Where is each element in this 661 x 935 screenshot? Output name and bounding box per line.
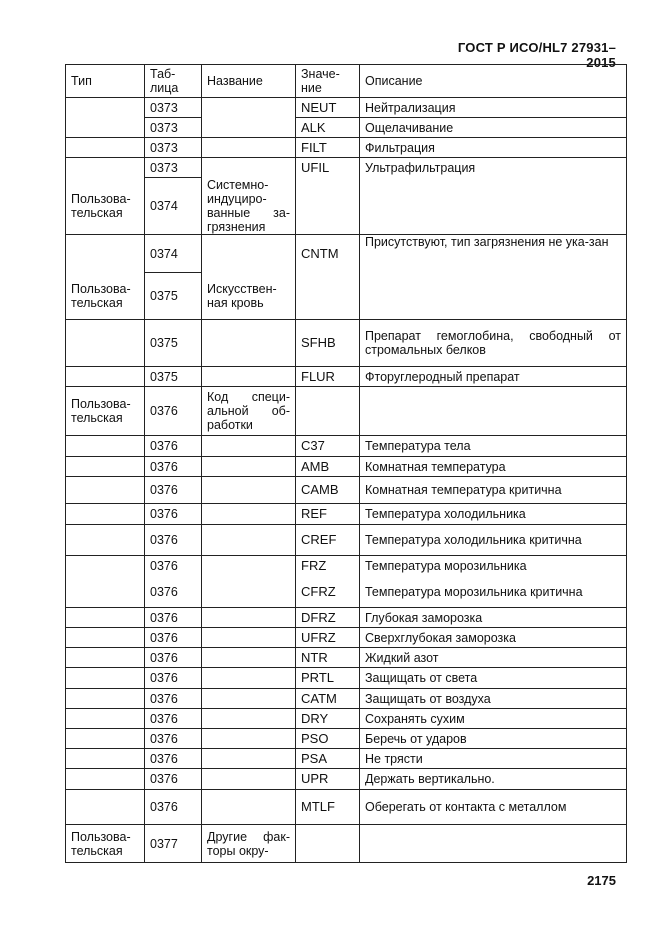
cell-type [66,436,145,457]
cell-table: 0377 [145,825,202,863]
cell-table: 0376 [145,628,202,648]
cell-table: 0373 [145,138,202,158]
cell-name [202,158,296,178]
table-row [66,577,627,608]
cell-type: Пользова-тельская [66,825,145,863]
cell-name [202,689,296,709]
cell-type [66,138,145,158]
cell-type [66,457,145,477]
cell-description [360,273,627,320]
cell-table: 0376 [145,556,202,577]
cell-value: MTLF [296,790,360,825]
cell-value [296,825,360,863]
cell-name [202,668,296,689]
table-row [66,689,627,709]
cell-type [66,628,145,648]
cell-description: Нейтрализация [360,98,627,118]
column-header-type: Тип [66,65,145,98]
table-header-row [66,65,627,98]
page-number: 2175 [587,873,616,888]
cell-type [66,689,145,709]
table-row [66,628,627,648]
cell-table: 0376 [145,709,202,729]
cell-value: CATM [296,689,360,709]
column-header-description: Описание [360,65,627,98]
table-row [66,138,627,158]
cell-type: Пользова-тельская [66,178,145,235]
cell-value: C37 [296,436,360,457]
cell-name [202,457,296,477]
cell-name [202,709,296,729]
document-header: ГОСТ Р ИСО/HL7 27931–2015 [457,40,616,70]
cell-value: NTR [296,648,360,668]
cell-type [66,668,145,689]
cell-name [202,729,296,749]
cell-type [66,790,145,825]
cell-value: UPR [296,769,360,790]
cell-description: Глубокая заморозка [360,608,627,628]
cell-table: 0376 [145,729,202,749]
cell-name [202,556,296,577]
cell-type [66,477,145,504]
table-row [66,178,627,235]
table-row [66,235,627,273]
cell-value: PRTL [296,668,360,689]
cell-description: Фильтрация [360,138,627,158]
table-row [66,729,627,749]
cell-value: PSA [296,749,360,769]
table-row [66,320,627,367]
cell-type [66,608,145,628]
cell-table: 0376 [145,608,202,628]
cell-table: 0376 [145,477,202,504]
cell-value: CAMB [296,477,360,504]
cell-name [202,525,296,556]
cell-value: PSO [296,729,360,749]
cell-type [66,577,145,608]
cell-table: 0376 [145,689,202,709]
cell-name: Системно-индуциро-ванные за-грязнения [202,178,296,235]
cell-description: Температура холодильника [360,504,627,525]
cell-description: Беречь от ударов [360,729,627,749]
cell-value: CFRZ [296,577,360,608]
cell-value: ALK [296,118,360,138]
code-table [65,64,627,863]
table-row [66,387,627,436]
column-header-name: Название [202,65,296,98]
cell-name [202,577,296,608]
cell-description: Температура морозильника [360,556,627,577]
cell-value: SFHB [296,320,360,367]
cell-table: 0373 [145,118,202,138]
cell-value [296,273,360,320]
cell-description: Комнатная температура критична [360,477,627,504]
cell-description: Ультрафильтрация [360,158,627,178]
cell-name [202,477,296,504]
cell-name [202,504,296,525]
cell-type [66,118,145,138]
cell-description: Препарат гемоглобина, свободный от стромальных белков [360,320,627,367]
cell-table: 0375 [145,320,202,367]
cell-table: 0376 [145,387,202,436]
cell-type [66,367,145,387]
cell-table: 0374 [145,178,202,235]
cell-type [66,235,145,273]
cell-value: NEUT [296,98,360,118]
table-row [66,769,627,790]
table-row [66,504,627,525]
cell-table: 0376 [145,769,202,790]
cell-description: Держать вертикально. [360,769,627,790]
table-row [66,273,627,320]
cell-type [66,749,145,769]
cell-description: Температура морозильника критична [360,577,627,608]
cell-description [360,825,627,863]
cell-name: Другие фак-торы окру- [202,825,296,863]
table-row [66,749,627,769]
table-row [66,709,627,729]
cell-value: REF [296,504,360,525]
cell-name [202,648,296,668]
cell-description: Сверхглубокая заморозка [360,628,627,648]
table-row [66,367,627,387]
cell-type [66,769,145,790]
table-row [66,825,627,863]
cell-table: 0376 [145,504,202,525]
table-row [66,457,627,477]
cell-name [202,235,296,273]
cell-name [202,320,296,367]
cell-value: FRZ [296,556,360,577]
column-header-value: Значе-ние [296,65,360,98]
cell-name [202,138,296,158]
cell-description: Защищать от света [360,668,627,689]
cell-type [66,709,145,729]
cell-value: FILT [296,138,360,158]
cell-value [296,387,360,436]
cell-value: CREF [296,525,360,556]
cell-table: 0376 [145,648,202,668]
table-row [66,608,627,628]
cell-type [66,98,145,118]
cell-name: Код специ-альной об-работки [202,387,296,436]
cell-table: 0376 [145,525,202,556]
cell-table: 0376 [145,457,202,477]
cell-description: Не трясти [360,749,627,769]
cell-description: Сохранять сухим [360,709,627,729]
table-row [66,98,627,118]
cell-description: Ощелачивание [360,118,627,138]
table-row [66,436,627,457]
cell-description: Фторуглеродный препарат [360,367,627,387]
cell-description: Оберегать от контакта с металлом [360,790,627,825]
cell-value: CNTM [296,235,360,273]
table-row [66,118,627,138]
cell-value [296,178,360,235]
cell-description: Температура тела [360,436,627,457]
cell-value: UFIL [296,158,360,178]
cell-name [202,367,296,387]
cell-type [66,556,145,577]
cell-description: Жидкий азот [360,648,627,668]
table-row [66,158,627,178]
column-header-table: Таб-лица [145,65,202,98]
cell-description [360,387,627,436]
table-row [66,477,627,504]
cell-table: 0375 [145,367,202,387]
cell-name [202,608,296,628]
cell-table: 0376 [145,749,202,769]
cell-name [202,436,296,457]
cell-type: Пользова-тельская [66,273,145,320]
cell-name [202,749,296,769]
cell-value: UFRZ [296,628,360,648]
cell-description: Комнатная температура [360,457,627,477]
table-row [66,668,627,689]
cell-type [66,158,145,178]
cell-description: Защищать от воздуха [360,689,627,709]
cell-description: Присутствуют, тип загрязнения не ука-зан [360,235,627,273]
cell-name [202,790,296,825]
cell-table: 0376 [145,577,202,608]
table-row [66,525,627,556]
cell-table: 0375 [145,273,202,320]
cell-value: DRY [296,709,360,729]
cell-name [202,769,296,790]
cell-table: 0374 [145,235,202,273]
cell-value: DFRZ [296,608,360,628]
cell-table: 0376 [145,436,202,457]
cell-table: 0376 [145,790,202,825]
cell-table: 0373 [145,98,202,118]
cell-type [66,525,145,556]
cell-name [202,628,296,648]
cell-table: 0373 [145,158,202,178]
table-row [66,556,627,577]
cell-type [66,504,145,525]
cell-type [66,729,145,749]
cell-value: AMB [296,457,360,477]
cell-description [360,178,627,235]
table-row [66,648,627,668]
cell-table: 0376 [145,668,202,689]
cell-name: Искусствен-ная кровь [202,273,296,320]
cell-name [202,118,296,138]
cell-name [202,98,296,118]
cell-type [66,648,145,668]
table-row [66,790,627,825]
cell-description: Температура холодильника критична [360,525,627,556]
cell-type [66,320,145,367]
cell-type: Пользова-тельская [66,387,145,436]
cell-value: FLUR [296,367,360,387]
